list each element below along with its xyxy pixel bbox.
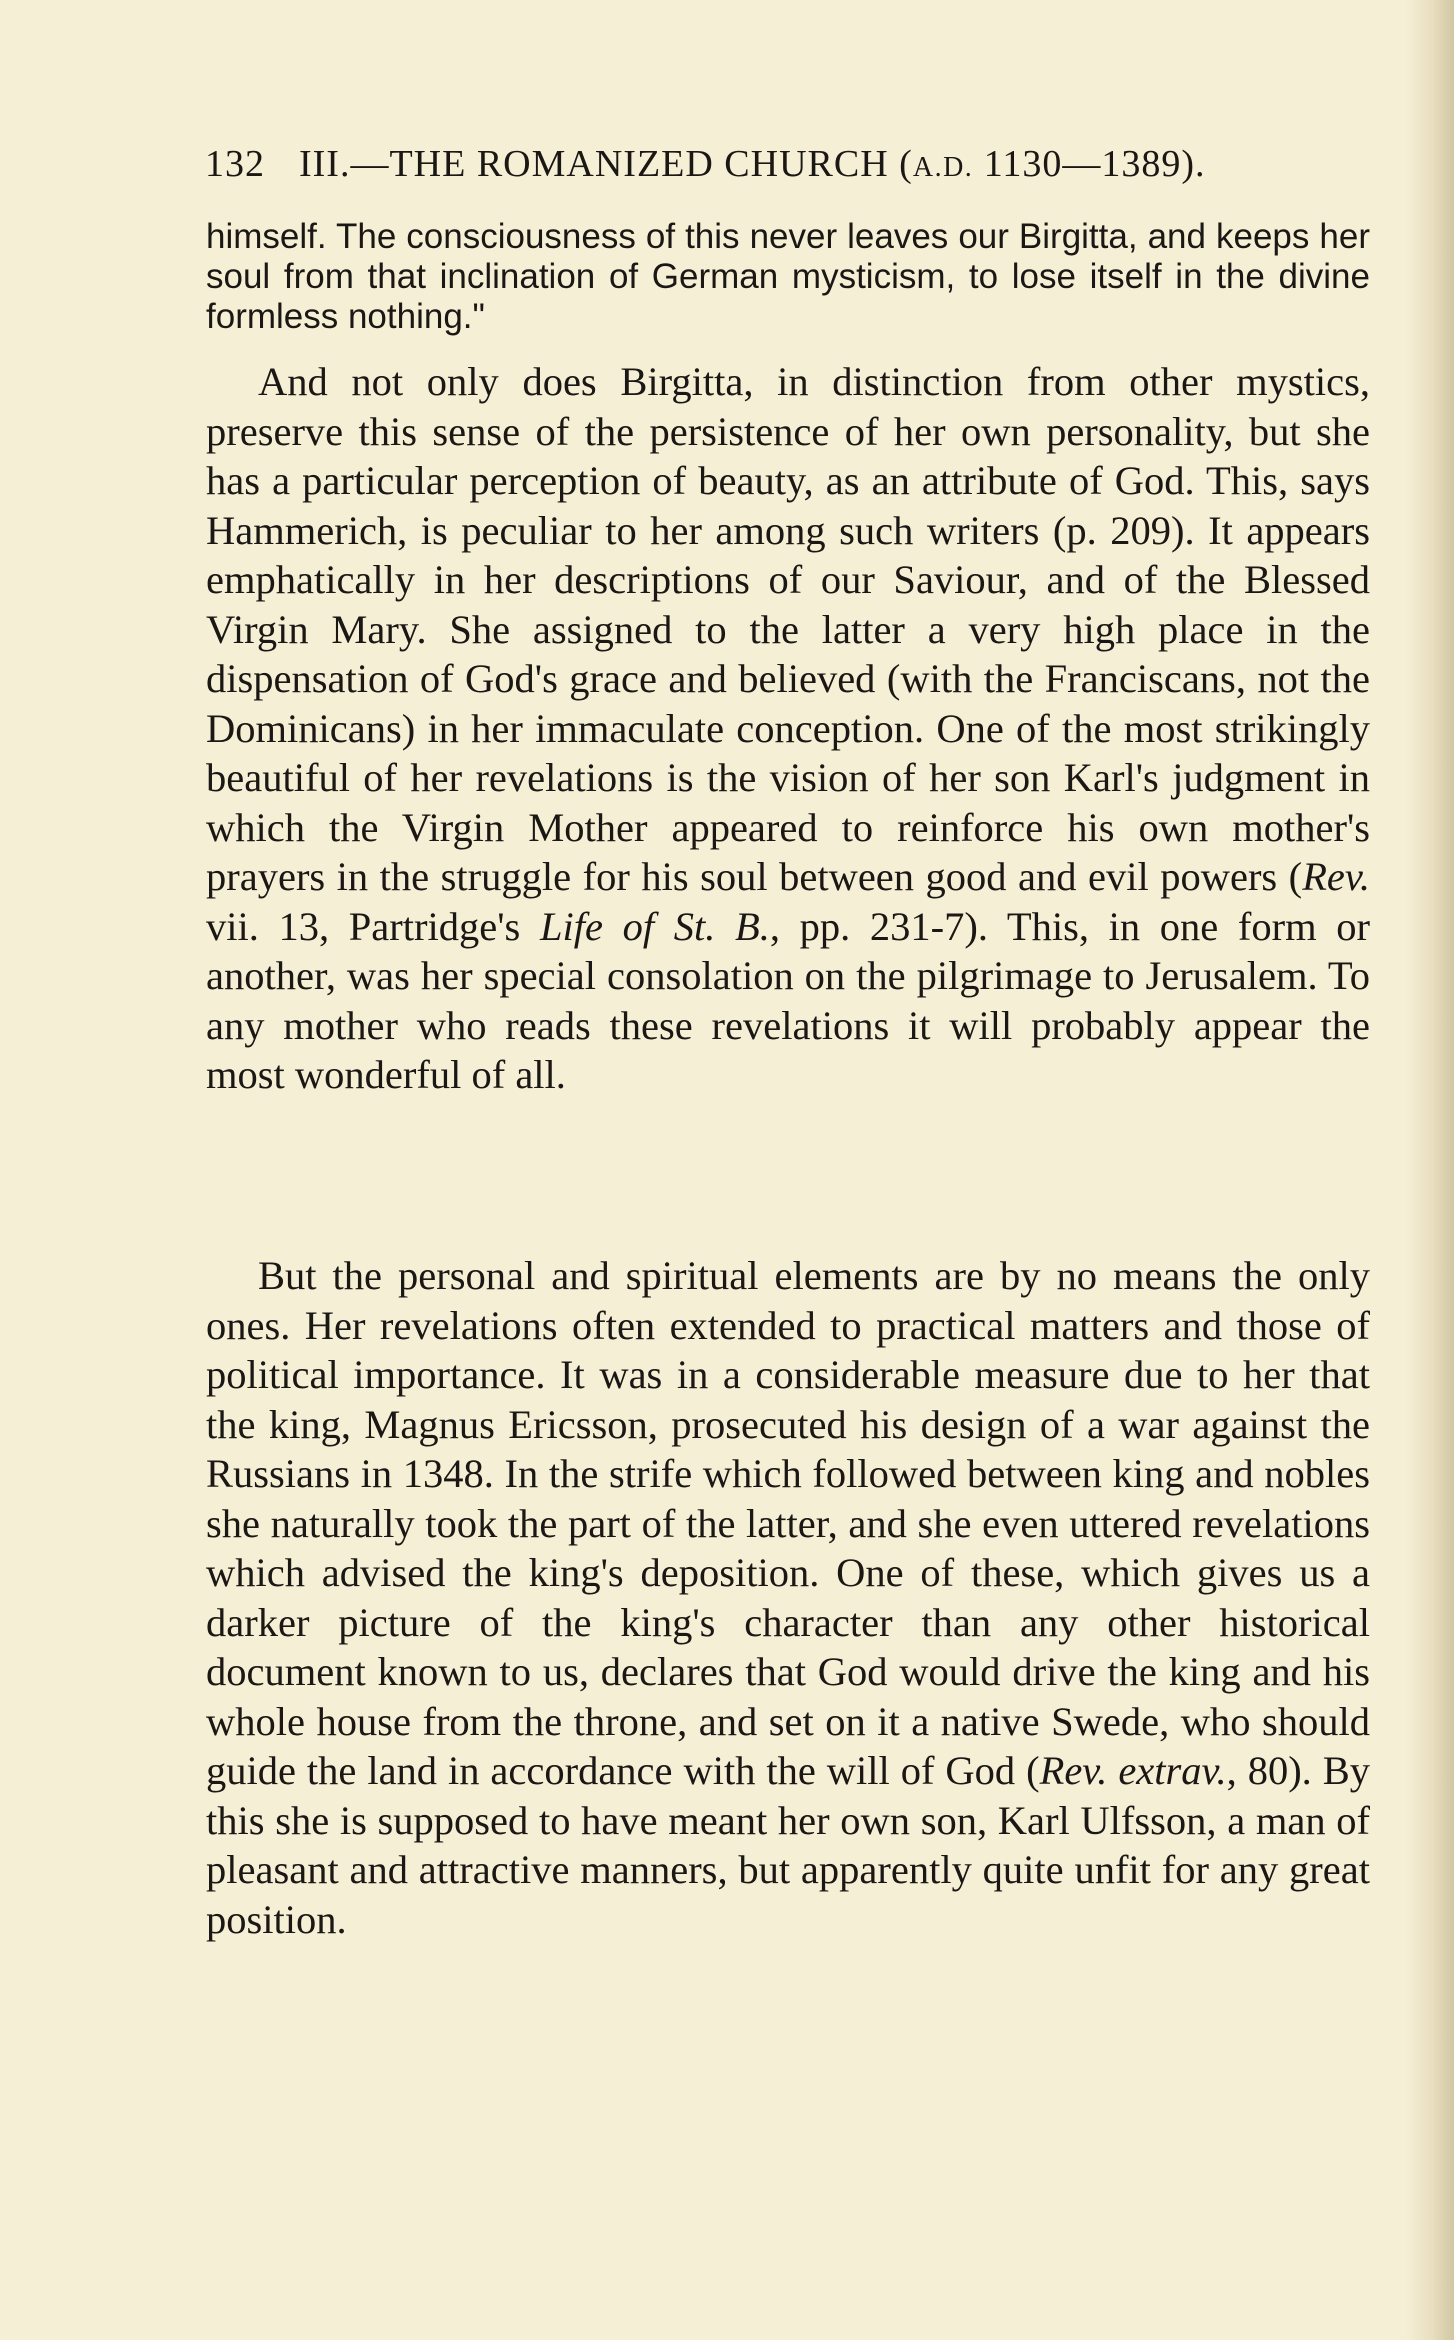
running-header	[205, 142, 1255, 186]
quoted-passage: himself. The consciousness of this never leaves our Birgitta, and keeps her soul from that inclination of German mysticism, to lose itself in the divine formless nothing."	[206, 217, 1370, 336]
running-title-years: 1130—1389).	[973, 143, 1206, 185]
paragraph-1-text-2: vii. 13, Partridge's	[206, 903, 540, 949]
paragraph-1-text-3: , pp. 231-7). This, in one form or another, was her special consolation on the pilgrimage to Jerusalem. To any mother who reads these revelations it will probably appear the most wonderful of all.	[206, 903, 1371, 1097]
paragraph-1	[206, 357, 1370, 1100]
citation-life-of-st-b: Life of St. B.	[539, 903, 770, 949]
running-title-era: A.D.	[912, 152, 974, 183]
citation-rev: Rev.	[1302, 854, 1370, 899]
paragraph-2-text: But the personal and spiritual elements are by no means the only ones. Her revelations often extended to practical matters and those of political importance. It was in a considerable measure due to her that the king, Magnus Ericsson, prosecuted his design of a war against the Russians in 1348. In the strife which followed between king and nobles she naturally took the part of the latter, and she even uttered revelations which advised the king's deposition. One of these, which gives us a darker picture of the king's character than any other historical document known to us, declares that God would drive the king and his whole house from the throne, and set on it a native Swede, who should guide the land in accordance with the will of God (	[206, 1253, 1370, 1793]
citation-rev-extrav: Rev. extrav.	[1039, 1748, 1227, 1793]
page-number: 132	[205, 143, 265, 185]
page-edge-shadow	[1406, 0, 1454, 2340]
running-title: III.—THE ROMANIZED CHURCH (	[299, 143, 913, 185]
paragraph-2-text-2: , 80). By this she is supposed to have meant her own son, Karl Ulfsson, a man of pleasant and attractive manners, but apparently quite unfit for any great position.	[206, 1748, 1371, 1942]
paragraph-2	[206, 1251, 1370, 1944]
paragraph-1-text: And not only does Birgitta, in distinction from other mystics, preserve this sense of the persistence of her own personality, but she has a particular perception of beauty, as an attribute of God. This, says Hammerich, is peculiar to her among such writers (p. 209). It appears emphatically in her descriptions of our Saviour, and of the Blessed Virgin Mary. She assigned to the latter a very high place in the dispensation of God's grace and believed (with the Franciscans, not the Dominicans) in her immaculate conception. One of the most strikingly beautiful of her revelations is the vision of her son Karl's judgment in which the Virgin Mother appeared to reinforce his own mother's prayers in the struggle for his soul between good and evil powers (	[206, 359, 1370, 899]
